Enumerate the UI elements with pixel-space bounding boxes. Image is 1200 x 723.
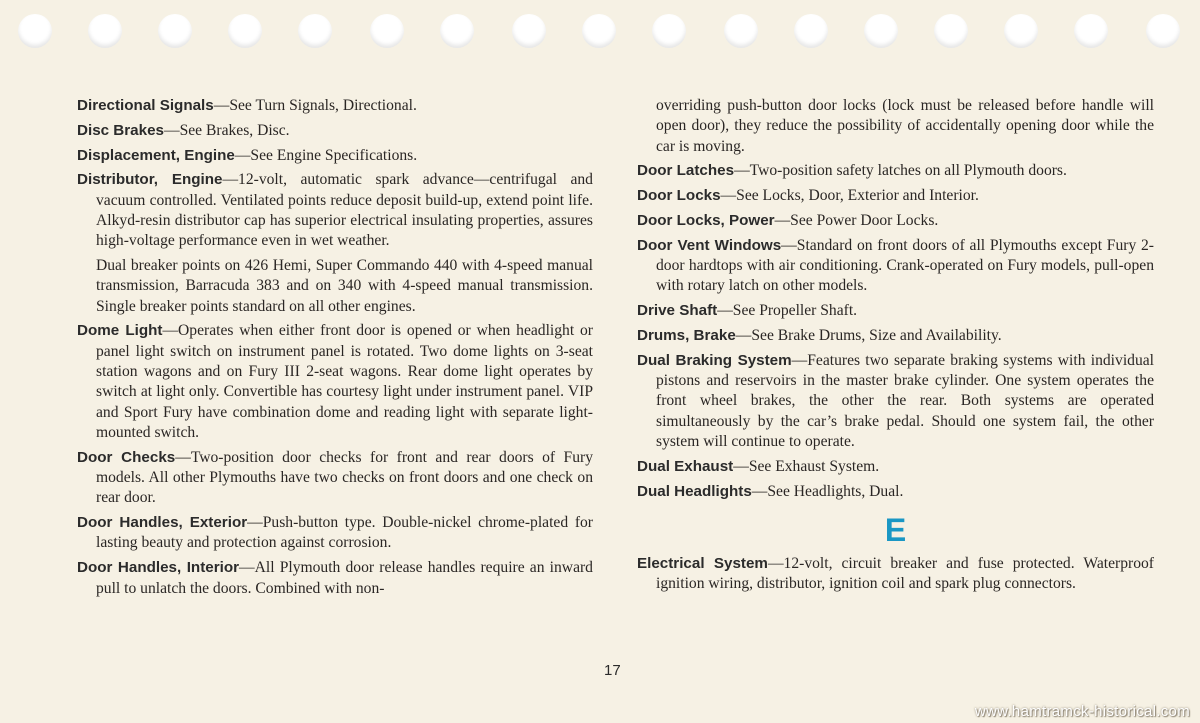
entry-text: —All Plymouth door release handles require an inward pull to unlatch the doors. Combined with non- [96,559,593,597]
entry-term: Displacement, Engine [77,146,235,164]
entry-text: —See Exhaust System. [733,457,880,475]
entry-text: —Two-position safety latches on all Plymouth doors. [734,162,1067,180]
entry-paragraph: Dual breaker points on 426 Hemi, Super Commando 440 with 4-speed manual transmission, Barracuda 383 and on 340 with 4-speed manual transmission. Single breaker points standard on all other engines. [96,257,593,315]
entry-text: —See Power Door Locks. [774,211,939,229]
binder-hole [370,14,404,48]
entry-term: Door Latches [637,162,735,180]
entry-term: Drive Shaft [637,302,718,320]
page-number: 17 [604,662,621,679]
watermark: www.hamtramck-historical.com [974,703,1190,720]
entry-dual-headlights [637,482,1154,502]
binder-hole [1146,14,1180,48]
entry-term: Dual Braking System [637,351,792,369]
entry-term: Directional Signals [77,97,214,114]
entry-text: —12-volt, automatic spark advance—centrifugal and vacuum controlled. Ventilated points reduce deposit build-up, extend point life. Alkyd-resin distributor cap has superior electrical insulating properties, assures high-voltage performance even in wet weather. [96,171,593,250]
right-column [637,96,1154,599]
entry-text: —Two-position door checks for front and rear doors of Fury models. All other Plymouths have two checks on front doors and one check on rear door. [96,448,593,507]
entry-door-checks [77,448,593,509]
entry-door-locks-power [637,211,1154,231]
entry-term: Door Handles, Interior [77,559,240,577]
entry-term: Disc Brakes [77,121,164,139]
binder-hole [1004,14,1038,48]
entry-drums-brake [637,326,1154,346]
binder-hole [582,14,616,48]
entry-term: Door Checks [77,448,176,466]
entry-door-locks [637,186,1154,206]
entry-term: Drums, Brake [637,326,736,344]
entry-disc-brakes [77,121,593,141]
binder-hole [158,14,192,48]
binder-hole [864,14,898,48]
binder-hole [1074,14,1108,48]
entry-term: Door Locks [637,187,721,205]
entry-dual-braking-system [637,351,1154,452]
entry-text: —Operates when either front door is opened or when headlight or panel light switch on instrument panel is rotated. Two dome lights on 3-seat station wagons and on Fury III 2-seat wagons. Rear dome light operates by switch at light only. Convertible has courtesy light under instrument panel. VIP and Sport Fury have combination dome and reading light with separate light-mounted switch. [96,322,593,441]
binder-hole [512,14,546,48]
binder-hole [724,14,758,48]
entry-term: Door Vent Windows [637,236,782,254]
entry-text: —See Turn Signals, Directional. [213,97,417,114]
binder-hole [794,14,828,48]
binder-holes [0,14,1200,54]
entry-door-vent-windows [637,236,1154,297]
entry-door-latches [637,161,1154,181]
entry-text: —See Propeller Shaft. [717,302,858,320]
entry-text: —12-volt, circuit breaker and fuse protected. Waterproof ignition wiring, distributor, ignition coil and spark plug connectors. [656,554,1154,593]
entry-directional-signals [77,96,593,116]
binder-hole [934,14,968,48]
entry-text: —See Brake Drums, Size and Availability. [735,326,1002,344]
entry-text: —Push-button type. Double-nickel chrome-plated for lasting beauty and protection against corrosion. [96,514,594,552]
entry-text: —See Headlights, Dual. [751,482,904,500]
entry-drive-shaft [637,301,1154,321]
entry-text: —Features two separate braking systems with individual pistons and reservoirs in the master brake cylinder. One system operates the front wheel brakes, the other the rear. Both systems are operated simultaneously by the car’s brake pedal. Should one system fail, the other system will continue to operate. [656,351,1154,450]
entry-electrical-system [637,554,1154,595]
entry-displacement-engine [77,146,593,166]
entry-term: Door Locks, Power [637,211,775,229]
entry-door-handles-exterior [77,513,593,554]
entry-term: Door Handles, Exterior [77,514,248,532]
entry-dual-exhaust [637,457,1154,477]
entry-term: Dome Light [77,322,163,340]
entry-text: —Standard on front doors of all Plymouths except Fury 2-door hardtops with air conditioning. Crank-operated on Fury models, pull-open with rotary latch on other models. [656,236,1154,295]
entry-door-handles-interior [77,558,593,599]
entry-text: —See Locks, Door, Exterior and Interior. [720,187,979,205]
binder-hole [228,14,262,48]
section-letter-heading: E [884,511,907,548]
entry-term: Electrical System [637,554,768,572]
binder-hole [440,14,474,48]
entry-term: Dual Headlights [637,482,752,500]
binder-hole [18,14,52,48]
binder-hole [652,14,686,48]
left-column [77,96,593,603]
entry-text: —See Engine Specifications. [234,146,418,164]
entry-term: Dual Exhaust [637,457,734,475]
binder-hole [88,14,122,48]
binder-hole [298,14,332,48]
entry-text: —See Brakes, Disc. [163,121,290,139]
entry-distributor-engine [77,170,593,251]
continued-text: overriding push-button door locks (lock must be released before handle will open door), they reduce the possibility of accidentally opening door while the car is moving. [656,97,1154,155]
entry-dome-light [77,321,593,443]
entry-term: Distributor, Engine [77,171,223,189]
